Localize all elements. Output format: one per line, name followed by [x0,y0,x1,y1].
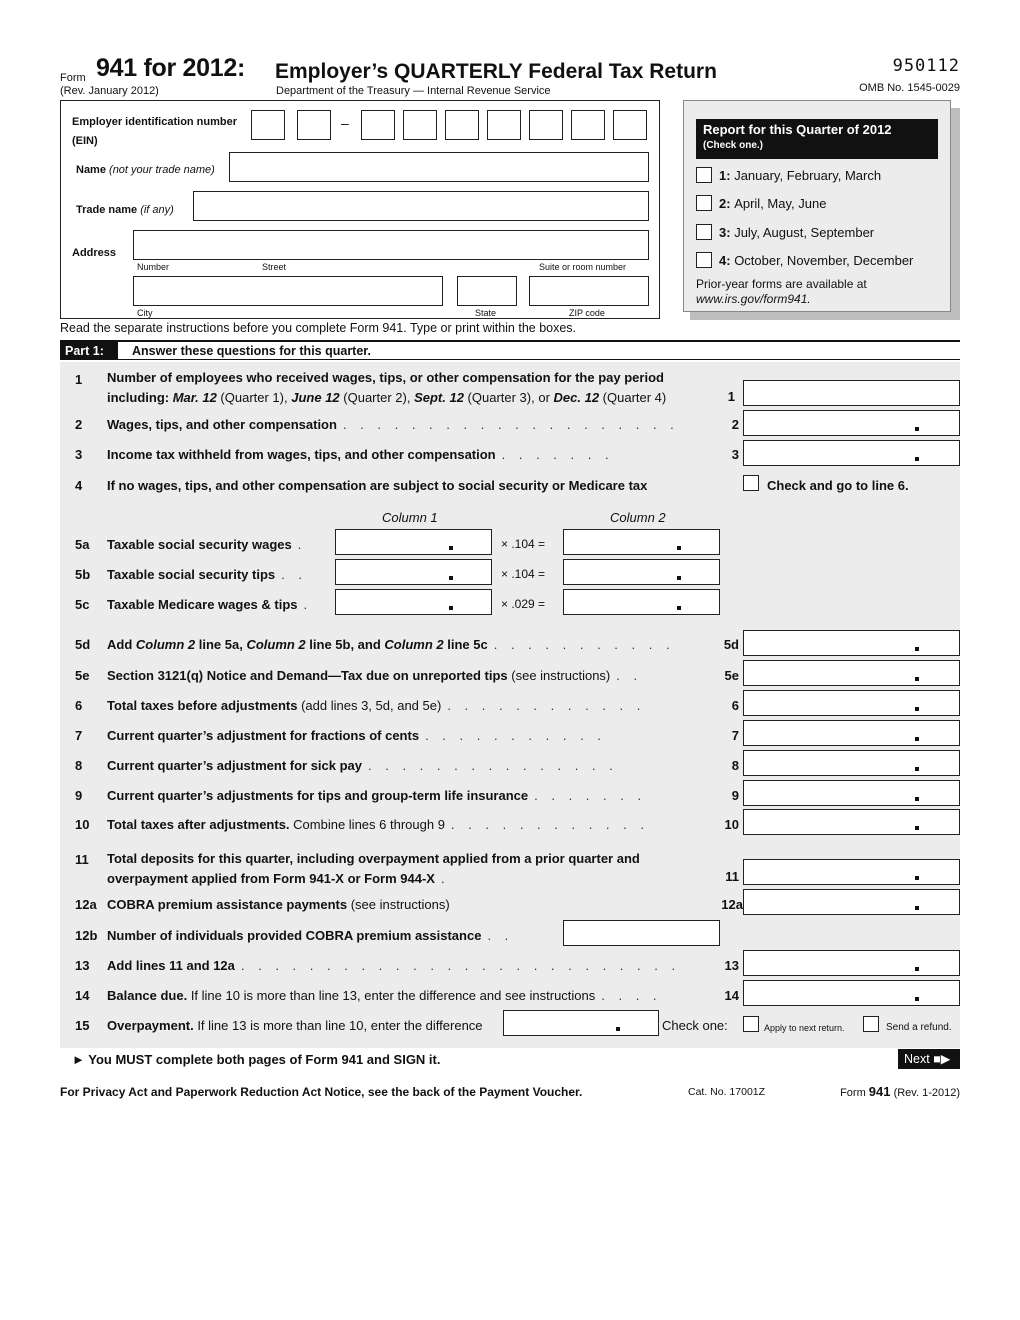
identification-section [60,100,660,319]
line-13-input[interactable] [743,950,960,976]
catalog-number: Cat. No. 17001Z [688,1086,766,1098]
line-14: 14 Balance due. If line 10 is more than line 13, enter the difference and see instructions . . . . 14 [60,979,960,1007]
line-7: 7 Current quarter’s adjustment for fractions of cents . . . . . . . . . . . 7 [60,719,960,747]
line-7-input[interactable] [743,720,960,746]
ein-digit-8[interactable] [571,110,605,140]
apply-next-return-checkbox[interactable] [743,1016,759,1032]
line-4-checkbox[interactable] [743,475,759,491]
line-15-input[interactable] [503,1010,659,1036]
name-label: Name (not your trade name) [76,164,215,176]
quarter-1-checkbox[interactable] [696,167,712,183]
apply-next-return-label: Apply to next return. [764,1023,845,1033]
quarter-3-checkbox[interactable] [696,224,712,240]
quarter-option-1[interactable]: 1: January, February, March [696,167,881,183]
line-12a-input[interactable] [743,889,960,915]
form-title: Employer’s QUARTERLY Federal Tax Return [275,60,717,83]
line-8: 8 Current quarter’s adjustment for sick pay . . . . . . . . . . . . . . . 8 [60,749,960,777]
ein-digit-1[interactable] [251,110,285,140]
name-input[interactable] [229,152,649,182]
line-15: 15 Overpayment. If line 13 is more than line 10, enter the difference Check one: Apply to next return. Send a refund. [60,1010,960,1038]
footer-form-label: Form 941 (Rev. 1-2012) [840,1084,960,1099]
instructions-note: Read the separate instructions before you complete Form 941. Type or print within the boxes. [60,321,577,335]
irs-link[interactable]: www.irs.gov/form941. [696,292,811,306]
ein-digit-4[interactable] [403,110,437,140]
line-5c: 5c Taxable Medicare wages & tips . × .029 = [60,589,960,617]
sub-number: Number [137,262,170,272]
check-one-label: Check one: [662,1018,728,1033]
line-12b: 12b Number of individuals provided COBRA premium assistance . . [60,919,960,947]
part1-tag: Part 1: [60,342,118,360]
ein-digit-7[interactable] [529,110,563,140]
part1-title: Answer these questions for this quarter. [132,344,371,358]
line-14-input[interactable] [743,980,960,1006]
ein-digit-2[interactable] [297,110,331,140]
part1-body [60,362,960,1048]
state-input[interactable] [457,276,517,306]
column-2-header: Column 2 [610,510,666,525]
line-2: 2 Wages, tips, and other compensation . . . . . . . . . . . . . . . . . . . . 2 [60,410,960,438]
line-2-input[interactable] [743,410,960,436]
ein-digit-3[interactable] [361,110,395,140]
form-label: Form [60,72,86,84]
quarter-option-2[interactable]: 2: April, May, June [696,195,826,211]
quarter-4-checkbox[interactable] [696,252,712,268]
form-code: 950112 [892,56,960,76]
line-5c-column-2-input[interactable] [563,589,720,615]
line-4: 4 If no wages, tips, and other compensation are subject to social security or Medicare tax Check and go to line 6. [60,474,960,496]
line-5c-column-1-input[interactable] [335,589,492,615]
line-11: 11 Total deposits for this quarter, including overpayment applied from a prior quarter and overpayment applied from Form 941-X or Form 944-X . 11 [60,850,960,890]
next-button[interactable]: Next ■▶ [898,1049,960,1069]
line-5e: 5e Section 3121(q) Notice and Demand—Tax due on unreported tips (see instructions) . . 5e [60,659,960,687]
sub-zip: ZIP code [569,308,605,318]
send-refund-label: Send a refund. [886,1022,952,1033]
ein-dash: – [341,115,349,131]
ein-label: Employer identification number [72,116,238,128]
line-12b-input[interactable] [563,920,720,946]
form-number: 941 for 2012: [96,54,245,82]
ein-digit-5[interactable] [445,110,479,140]
privacy-notice: For Privacy Act and Paperwork Reduction Act Notice, see the back of the Payment Voucher. [60,1085,583,1099]
line-6: 6 Total taxes before adjustments (add lines 3, 5d, and 5e) . . . . . . . . . . . . 6 [60,689,960,717]
line-5d: 5d Add Column 2 line 5a, Column 2 line 5b, and Column 2 line 5c . . . . . . . . . . . 5d [60,629,960,657]
quarter-option-4[interactable]: 4: October, November, December [696,252,913,268]
sub-city: City [137,308,153,318]
line-10-input[interactable] [743,809,960,835]
part1-header [60,340,960,360]
line-3-input[interactable] [743,440,960,466]
must-complete-note: ► You MUST complete both pages of Form 941 and SIGN it. [72,1052,441,1067]
quarter-selection-box [683,100,951,312]
line-5a: 5a Taxable social security wages . × .104 = [60,529,960,557]
line-3: 3 Income tax withheld from wages, tips, and other compensation . . . . . . . 3 [60,440,960,468]
line-10: 10 Total taxes after adjustments. Combine lines 6 through 9 . . . . . . . . . . . . 10 [60,809,960,837]
line-5e-input[interactable] [743,660,960,686]
trade-name-input[interactable] [193,191,649,221]
line-5b: 5b Taxable social security tips . . × .104 = [60,559,960,587]
line-8-input[interactable] [743,750,960,776]
quarter-heading: Report for this Quarter of 2012 (Check one.) [696,119,938,159]
ein-digit-6[interactable] [487,110,521,140]
line-5d-input[interactable] [743,630,960,656]
zip-input[interactable] [529,276,649,306]
line-1-input[interactable] [743,380,960,406]
line-6-input[interactable] [743,690,960,716]
line-5b-column-1-input[interactable] [335,559,492,585]
line-9-input[interactable] [743,780,960,806]
sub-street: Street [262,262,287,272]
quarter-2-checkbox[interactable] [696,195,712,211]
line-5a-column-2-input[interactable] [563,529,720,555]
line-4-check-text: Check and go to line 6. [767,478,909,493]
address-label: Address [72,247,117,259]
line-11-input[interactable] [743,859,960,885]
trade-name-label: Trade name (if any) [76,204,174,216]
quarter-option-3[interactable]: 3: July, August, September [696,224,874,240]
city-input[interactable] [133,276,443,306]
line-5a-column-1-input[interactable] [335,529,492,555]
ein-digit-9[interactable] [613,110,647,140]
line-12a: 12a COBRA premium assistance payments (see instructions) 12a [60,888,960,916]
line-9: 9 Current quarter’s adjustments for tips and group-term life insurance . . . . . . . 9 [60,779,960,807]
line-13: 13 Add lines 11 and 12a . . . . . . . . . . . . . . . . . . . . . . . . . . 13 [60,949,960,977]
line-1: 1 Number of employees who received wages, tips, or other compensation for the pay period including: Mar. 12 (Quarter 1), June 12 (Quarter 2), Sept. 12 (Quarter 3), or Dec. 12 (Quarter 4) 1 [60,370,960,410]
sub-suite: Suite or room number [539,262,627,272]
sub-state: State [475,308,497,318]
form-revision: (Rev. January 2012) [60,85,159,97]
address-street-input[interactable] [133,230,649,260]
omb-number: OMB No. 1545-0029 [859,82,960,94]
ein-label-abbr: (EIN) [72,135,98,147]
prior-year-note: Prior-year forms are available at www.irs.gov/form941. [696,277,867,306]
line-5b-column-2-input[interactable] [563,559,720,585]
column-1-header: Column 1 [382,510,438,525]
send-refund-checkbox[interactable] [863,1016,879,1032]
department-text: Department of the Treasury — Internal Revenue Service [276,85,551,97]
